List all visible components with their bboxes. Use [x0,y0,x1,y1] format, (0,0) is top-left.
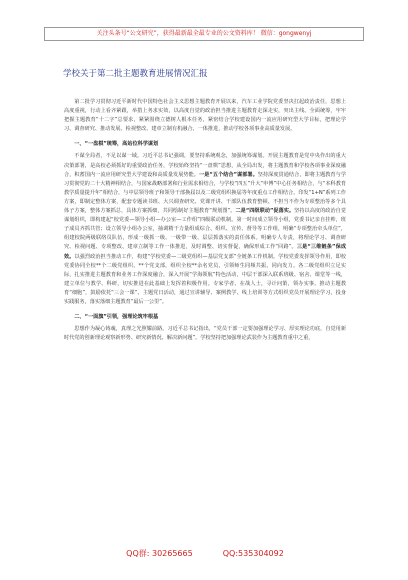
promo-banner: 关注头条号“公文研究”，获得最新最全最专业的公文资料库！ 微信：gongwenyj [44,27,364,41]
section1-point3-text: 以强烈政治担当推动工作，构建“学校党委—二级党组织—基层党支部”全链条工作机制。学校党委发挥领导作用，即校党委协同全校**个二级党组织、**个党支部，组织全校**余名党员，引领师生同频共振、同向发力。各二级党组织立足实际，扎实推进主题教育和业务工作深度融合，深入开展“学海领航”特色活动，中层干部深入联系班级、宿舍、课堂等一线，建立单位与教学、科研，切实推进在此基础上发挥着积极作用。专家学者、在战人士，寻计问策，领办实事。推动主题教育“细胞”，鼓励依托“三会一课”、主题党日活动，通过宣讲辅导、案例教学、线上培训等方式组织党员开展理论学习，投身实践服务，落实落细主题教育“最后一公里”。 [64,253,346,305]
section1-heading: 一、“一盘棋”统筹，高站位科学谋划 [74,140,159,147]
document-title: 学校关于第二批主题教育进展情况汇报 [63,69,208,79]
section1-point1-label: 一是“五个结合”谋部署。 [199,171,258,178]
section1-point2-label: 二是“四级联动”促落实。 [235,208,295,215]
footer-qq-group: QQ群: 30265665 [126,549,193,558]
footer-contact [60,548,350,559]
section1-point1-text: 坚持深度贯通结合，即将主题教育与学习贯彻党的二十大精神相结合，与国家战略部署和行业需求相结合，与学校“四五”升大“申博”中心任务相结合，与“本科教育教学质量提升年”相结合，与中层领导班子和领导干部换届以及二级党组织换届等年度重点工作相结合。印发“1+N”系列工作方案，即制定整体方案，配套专题读书班、大兴调查研究、党课开讲、干部队伍教育整顿、不担当不作为专项整治等多个具体子方案，整体方案抓总，具体方案抓细，共同绘制好主题教育“规划图”。 [64,171,346,215]
intro-paragraph: 第二批学习贯彻习近平新时代中国特色社会主义思想主题教育开展以来，汽车工业学院党委坚决扛起政治责任，思想上高度重视，行动上看齐紧跟，举措上务求实效，以高度自觉的政治担当推进主题教育走深走实，突出主线、全面统筹，牢牢把握主题教育“十二字”总要求，紧紧围绕立德树人根本任务，紧密结合学校建设国内一流应用研究型大学目标，把理论学习、调查研究、推动发展、检视整改、建章立制有机融合、一体推进，推动学校各项事业高质量发展。 [64,99,346,133]
document-body [64,98,346,343]
section1-paragraph-text: 不谋全局者，不足以谋一域。习近平总书记强调，要坚持系统观念，加强统筹谋划。开展主题教育是党中央作出的重大决策部署，是高校必须抓好的重要政治任务，学校始终坚持“一盘棋”思想，从全局出发，将主题教育和学校各项事业深度融合，积蓄国内一流应用研究型大学建设和高质量发展势能。 [64,153,346,178]
section1-paragraph [64,152,346,307]
footer-qq: QQ:535304092 [222,549,284,558]
section2-paragraph: 思想作为凝心铸魂，真理之光照耀前路。习近平总书记指出，“党员干部一定要加强理论学习、厚实理论功底，自觉用新时代党的创新理论观察新形势、研究新情况、解决新问题”。学校坚持把加强理论武装作为主题教育重中之重， [64,326,346,342]
section1-point2-text: 坚持以高度的政治自觉谋划组织，即构建起“校党委—领导小组—办公室—工作组”四级联动机制。第一时间成立领导小组，党委书记亲自挂帅，班子成员齐抓共管；设立领导小组办公室，抽调精干力量组成综合、组织、宣传、督导等工作组，明确“专项整治牵头单位”，组建校院两级联络员队伍，形成一级抓一级、一级带一级、层层抓落实的责任体系。明确专人专责，将理论学习、调查研究、检视问题、专项整改、建章立制等工作一体推进，及时调整、切实督促，确保形成工作“回路”。 [64,208,347,251]
section1-point3-label: 三是“三维链条”保成效。 [64,244,346,260]
section2-heading: 二、“一面旗”引领，强理论筑牢根基 [74,313,159,320]
